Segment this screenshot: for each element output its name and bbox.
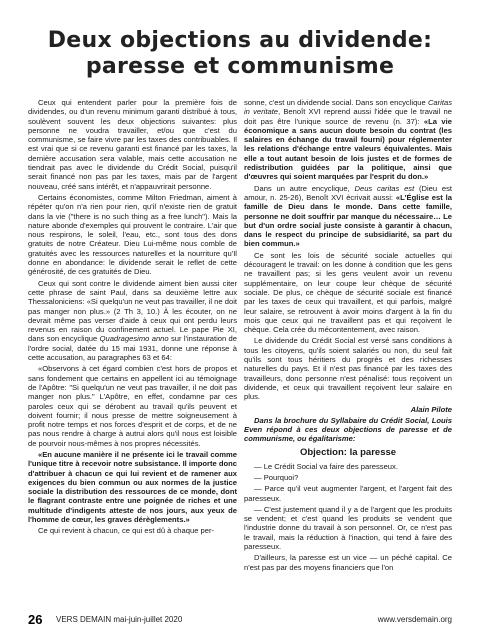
paragraph: Le dividende du Crédit Social est versé sans conditions à tous les citoyens, qu'ils soient salariés ou non, du seul fait qu'ils sont tous héritiers du progrès et des richesses naturelles du pays. Et il n'est pas financé par les taxes des travailleurs, donc personne n'est pénalisé: tous reçoivent un dividende, et ceux qui travaillent reçoivent leur salaire en plus.: [244, 336, 452, 402]
magazine-name: VERS DEMAIN: [56, 615, 112, 624]
author-signature: Alain Pilote: [410, 404, 452, 414]
paragraph: Ce sont les lois de sécurité sociale actuelles qui découragent le travail: on les donne à condition que les gens ne travaillent pas; si les gens veulent avoir un revenu supplémentaire, on leur coupe leur chèque de sécurité sociale. De plus, ce chèque de sécurité sociale est financé par les taxes de ceux qui travaillent, et qui parfois, malgré leur salaire, se retrouvent à avoir moins d'argent à la fin du mois que ceux qui ne travaillent pas et qui reçoivent le chèque. Cela crée du mécontentement, avec raison.: [244, 250, 452, 335]
dialogue-line: — Pourquoi?: [254, 472, 299, 482]
encyclical-title: Caritas in veritate: [244, 98, 452, 117]
article-title-line-2: paresse et communisme: [85, 54, 395, 79]
issue-date: mai-juin-juillet 2020: [113, 615, 183, 624]
bold-quote-paragraph: «En aucune manière il ne présente ici le travail comme l'unique titre à recevoir notre subsistance. Il importe donc d'attribuer à chacun ce qui lui revient et de ramener aux exigences du bien commun ou aux normes de la justice sociale la distribution des ressources de ce monde, dont le flagrant contraste entre une poignée de riches et une multitude d'indigents atteste de nos jours, aux yeux de l'homme de cœur, les graves dérèglements.»: [28, 449, 237, 525]
dialogue-line: — C'est justement quand il y a de l'argent que les produits se vendent; et c'est quand les produits se vendent que l'industrie donne du travail à son personnel. Or, ce n'est pas le travail, mais la réduction à l'inaction, qui tend à faire des paresseux.: [244, 504, 452, 552]
right-column: [244, 98, 452, 574]
text-run: sonne, c'est un dividende social. Dans son encyclique: [244, 98, 428, 107]
paragraph: Ceux qui entendent parler pour la première fois de dividendes, ou d'un revenu minimum garanti distribué à tous, soulèvent souvent les deux objections suivantes: plus personne ne voudra travailler, et/ou que c'est du communisme, se faire vivre par les taxes des contribuables. Il est vrai que si ce revenu garanti est financé par les taxes, la dernière accusation sera valable, mais cette accusation ne tiendrait pas avec le dividende du Crédit Social, puisqu'il serait financé non pas par les taxes, mais par de l'argent nouveau, créé sans intérêt, et n'appauvrirait personne.: [28, 98, 237, 191]
paragraph: [244, 184, 452, 249]
text-run: Ceux qui sont contre le dividende aiment bien aussi citer cette phrase de saint Paul, dans sa deuxième lettre aux Thessaloniciens: «Si quelqu'un ne veut pas travailler, il ne doit pas manger non plus.» (2 Th 3, 10.) À les écouter, on ne devrait même pas verser d'aide à ceux qui ont perdu leurs revenus en raison du confinement actuel. Le pape Pie XI, dans son encyclique: [28, 278, 237, 344]
publication-info: [56, 615, 182, 624]
intro-paragraph: Dans la brochure du Syllabaire du Crédit Social, Louis Even répond à ces deux objections de paresse et de communisme, ou égalitarisme:: [244, 415, 452, 444]
text-run: sur l'instauration de l'ordre social, datée du 15 mai 1931, donne une réponse à cette accusation, au paragraphes 63 et 64:: [28, 334, 237, 363]
bold-quote: «La vie économique a sans aucun doute besoin du contrat (les salaires en échange du travail fourni) pour réglementer les relations d'échange entre valeurs équivalentes. Mais elle a tout autant besoin de lois justes et de formes de redistribution guidées par la politique, ainsi que d'œuvres qui soient marquées par l'esprit du don.»: [244, 116, 452, 182]
left-column: [28, 98, 237, 538]
page-number: 26: [28, 612, 43, 627]
paragraph: [28, 279, 237, 363]
encyclical-title: Deus caritas est: [354, 183, 415, 193]
paragraph: Certains économistes, comme Milton Friedman, aiment à répéter qu'on n'a rien pour rien, qu'il n'existe rien de gratuit dans la vie ("there is no such thing as a free lunch"). Mais la nature abonde d'exemples qui prouvent le contraire. L'air que nous respirons, le soleil, l'eau, etc., sont tous des dons gratuits de notre Créateur. Dieu Lui-même nous comble de gratuités avec les ressources naturelles et la nourriture qu'Il donne en abondance: le dividende serait le reflet de cette générosité, de ces gratuités de Dieu.: [28, 192, 237, 277]
text-run: , Benoît XVI reprend aussi l'idée que le travail ne doit pas être l'unique source de revenu (n. 37):: [244, 107, 452, 126]
encyclical-title: Quadragesimo anno: [99, 334, 169, 344]
quote-paragraph: «Observons à cet égard combien c'est hors de propos et sans fondement que certains en appellent ici au témoignage de l'Apôtre: "Si quelqu'un ne veut pas travailler, il ne doit pas manger non plus." L'Apôtre, en effet, condamne par ces paroles ceux qui se dérobent au travail qu'ils peuvent et doivent fournir; il nous presse de mettre soigneusement à profit notre temps et nos forces d'esprit et de corps, et de ne pas nous rendre à charge à autrui alors qu'il nous est loisible de pourvoir nous-mêmes à nos propres nécessités.: [28, 364, 237, 448]
paragraph: [244, 98, 452, 182]
text-run: (Dieu est amour, n. 25-26), Benoît XVI écrivait aussi:: [244, 183, 452, 202]
paragraph: Ce qui revient à chacun, ce qui est dû à chaque per-: [38, 526, 215, 536]
text-run: Dans un autre encyclique,: [254, 183, 355, 193]
dialogue-line: — Le Crédit Social va faire des paresseux.: [254, 461, 398, 471]
paragraph: D'ailleurs, la paresse est un vice — un péché capital. Ce n'est pas par des moyens financiers que l'on: [244, 553, 452, 572]
bold-quote: «L'Église est la famille de Dieu dans le monde. Dans cette famille, personne ne doit souffrir par manque du nécessaire… Le but d'un ordre social juste consiste à garantir à chacun, dans le respect du principe de subsidiarité, sa part du bien commun.»: [244, 192, 452, 249]
section-heading: Objection: la paresse: [299, 446, 397, 458]
article-title-line-1: Deux objections au dividende:: [47, 28, 433, 53]
website-url: www.versdemain.org: [377, 615, 452, 624]
dialogue-line: — Parce qu'il veut augmenter l'argent, et l'argent fait des paresseux.: [244, 484, 452, 503]
page-footer: [28, 614, 452, 628]
